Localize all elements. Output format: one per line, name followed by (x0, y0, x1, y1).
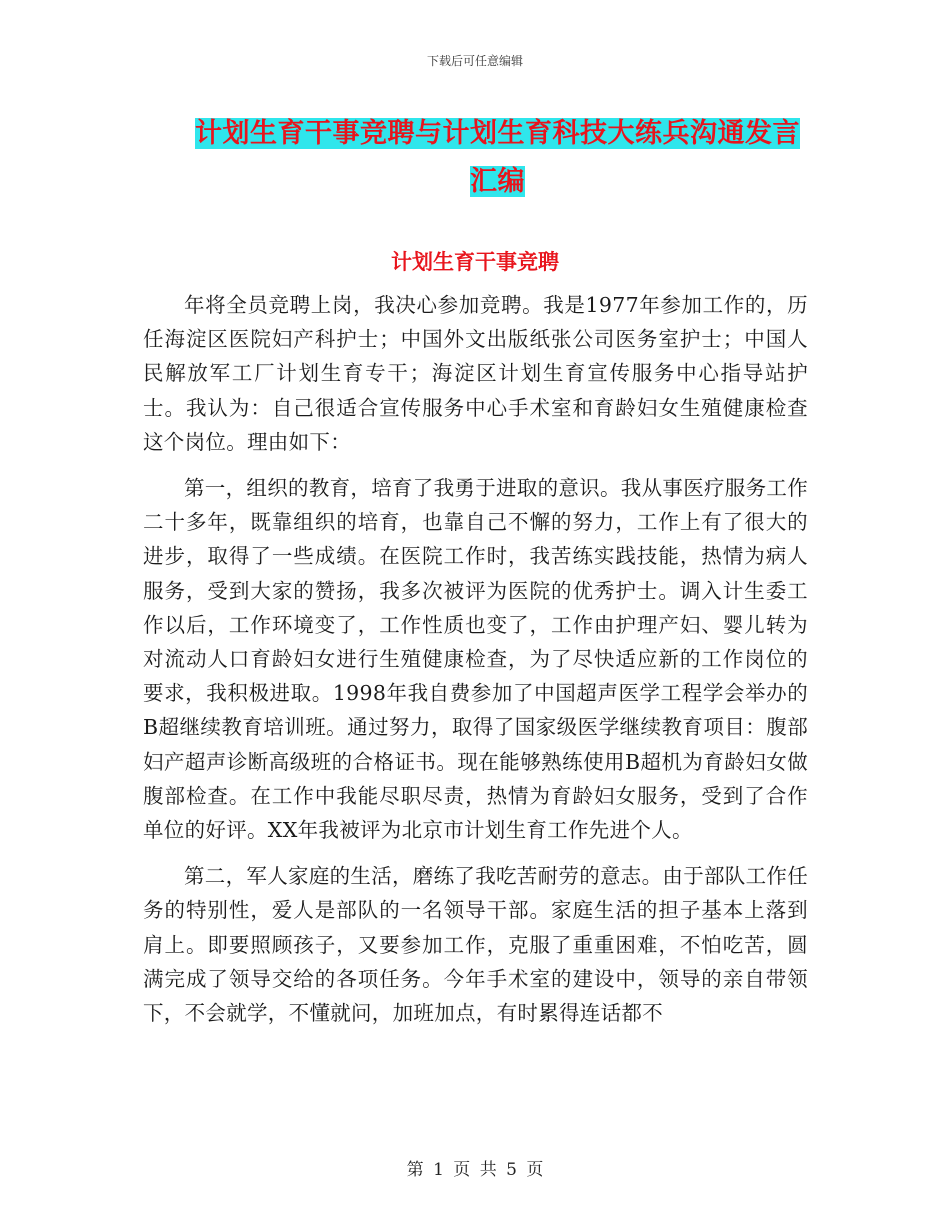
page-footer: 第 1 页 共 5 页 (406, 1160, 544, 1180)
document-title (190, 110, 805, 206)
paragraph: 第一，组织的教育，培育了我勇于进取的意识。我从事医疗服务工作二十多年，既靠组织的培育，也靠自己不懈的努力，工作上有了很大的进步，取得了一些成绩。在医院工作时，我苦练实践技能，热情为病人服务，受到大家的赞扬，我多次被评为医院的优秀护士。调入计生委工作以后，工作环境变了，工作性质也变了，工作由护理产妇、婴儿转为对流动人口育龄妇女进行生殖健康检查，为了尽快适应新的工作岗位的要求，我积极进取。1998年我自费参加了中国超声医学工程学会举办的B超继续教育培训班。通过努力，取得了国家级医学继续教育项目：腹部妇产超声诊断高级班的合格证书。现在能够熟练使用B超机为育龄妇女做腹部检查。在工作中我能尽职尽责，热情为育龄妇女服务，受到了合作单位的好评。XX年我被评为北京市计划生育工作先进个人。 (143, 476, 808, 843)
document-title-text: 计划生育干事竞聘与计划生育科技大练兵沟通发言汇编 (195, 118, 800, 197)
header-note: 下载后可任意编辑 (426, 54, 523, 68)
document-body (143, 288, 808, 1042)
paragraph: 第二，军人家庭的生活，磨练了我吃苦耐劳的意志。由于部队工作任务的特别性，爱人是部队的一名领导干部。家庭生活的担子基本上落到肩上。即要照顾孩子，又要参加工作，克服了重重困难，不怕吃苦，圆满完成了领导交给的各项任务。今年手术室的建设中，领导的亲自带领下，不会就学，不懂就问，加班加点，有时累得连话都不 (143, 864, 808, 1026)
paragraph: 年将全员竞聘上岗，我决心参加竞聘。我是1977年参加工作的，历任海淀区医院妇产科护士；中国外文出版纸张公司医务室护士；中国人民解放军工厂计划生育专干；海淀区计划生育宣传服务中心指导站护士。我认为：自己很适合宣传服务中心手术室和育龄妇女生殖健康检查这个岗位。理由如下： (143, 293, 808, 454)
section-heading: 计划生育干事竞聘 (391, 250, 559, 274)
